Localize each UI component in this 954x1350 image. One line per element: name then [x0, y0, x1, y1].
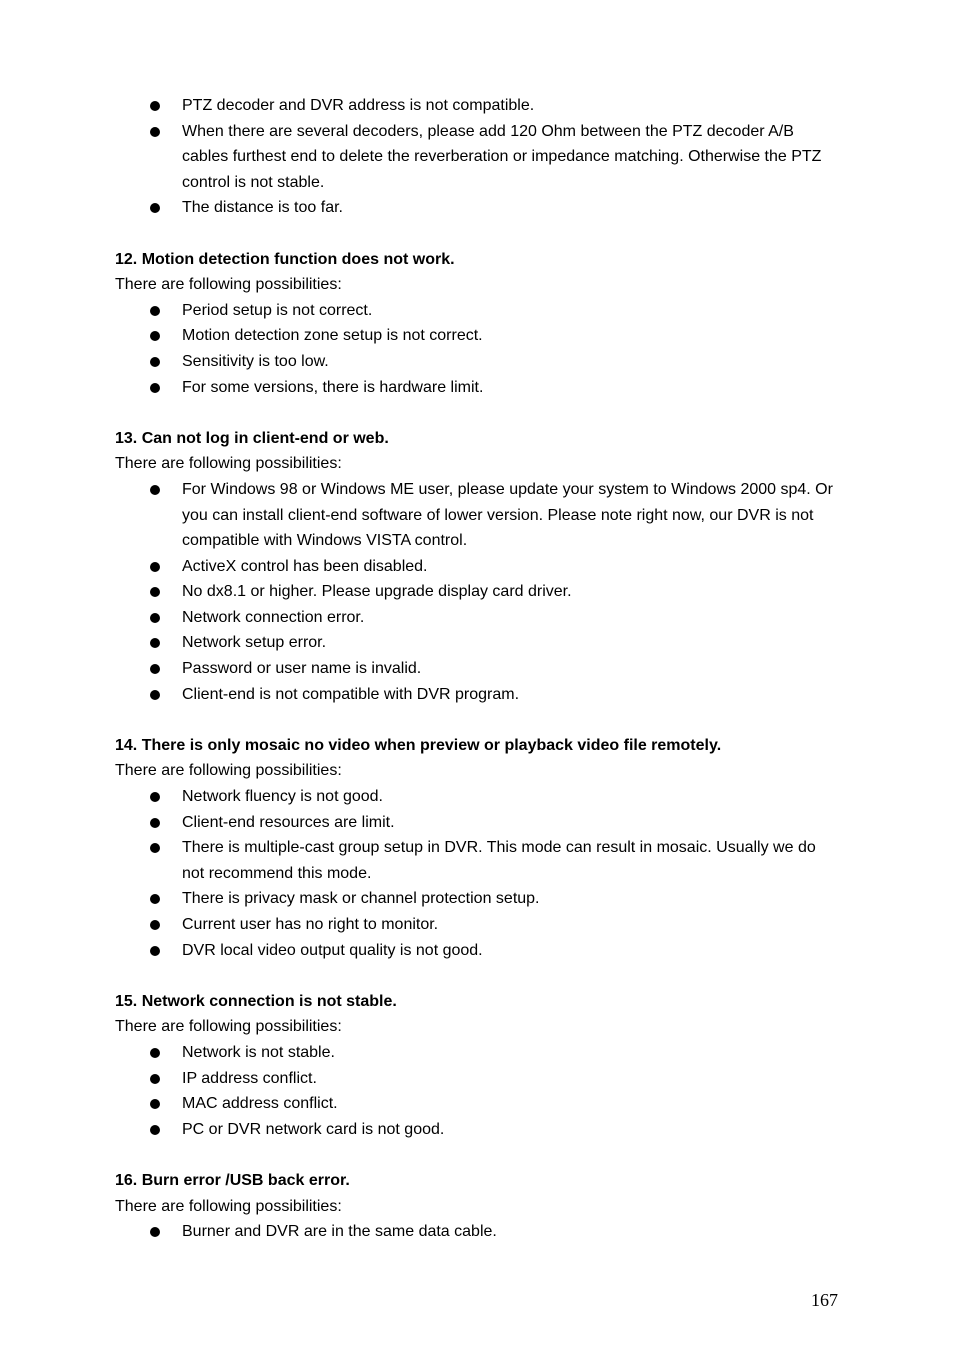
list-item-text: There is multiple-cast group setup in DVR. This mode can result in mosaic. Usually we do not recommend this mode.: [182, 839, 816, 882]
bullet-list: [115, 784, 835, 963]
bullet-icon: [150, 920, 160, 930]
bullet-icon: [150, 818, 160, 828]
bullet-icon: [150, 306, 160, 316]
section-heading: 14. There is only mosaic no video when preview or playback video file remotely.: [115, 736, 722, 754]
list-item-text: Burner and DVR are in the same data cable.: [182, 1223, 497, 1241]
list-item-text: Client-end resources are limit.: [182, 813, 395, 831]
list-item-text: Network is not stable.: [182, 1043, 335, 1061]
list-item: [115, 1219, 835, 1245]
section-motion-detection: [115, 247, 835, 401]
list-item: [115, 1040, 835, 1066]
bullet-list: [115, 1219, 835, 1245]
bullet-icon: [150, 1074, 160, 1084]
bullet-icon: [150, 383, 160, 393]
bullet-list: [115, 477, 835, 707]
bullet-icon: [150, 587, 160, 597]
list-item-text: Network setup error.: [182, 634, 327, 652]
bullet-icon: [150, 357, 160, 367]
list-item-text: Motion detection zone setup is not correct.: [182, 327, 483, 345]
list-item-text: Password or user name is invalid.: [182, 660, 422, 678]
list-item-text: Client-end is not compatible with DVR program.: [182, 685, 520, 703]
list-item: [115, 1091, 835, 1117]
bullet-icon: [150, 690, 160, 700]
list-item: [115, 1066, 835, 1092]
list-item: [115, 375, 835, 401]
page-content: [115, 93, 835, 1245]
bullet-icon: [150, 101, 160, 111]
list-item: [115, 477, 835, 554]
bullet-icon: [150, 203, 160, 213]
list-item-text: MAC address conflict.: [182, 1095, 338, 1113]
list-item: [115, 784, 835, 810]
bullet-icon: [150, 562, 160, 572]
bullet-icon: [150, 1125, 160, 1135]
list-item: [115, 835, 835, 886]
bullet-icon: [150, 843, 160, 853]
list-item: [115, 682, 835, 708]
bullet-icon: [150, 664, 160, 674]
list-item-text: PTZ decoder and DVR address is not compatible.: [182, 97, 535, 114]
list-item-text: ActiveX control has been disabled.: [182, 557, 428, 575]
bullet-icon: [150, 127, 160, 137]
list-item-text: IP address conflict.: [182, 1069, 317, 1087]
top-bullet-list: [115, 93, 835, 221]
section-mosaic: [115, 733, 835, 963]
list-item: [115, 554, 835, 580]
bullet-icon: [150, 1099, 160, 1109]
bullet-icon: [150, 485, 160, 495]
list-item: [115, 323, 835, 349]
list-item-text: Network connection error.: [182, 608, 365, 626]
list-item: [115, 630, 835, 656]
section-intro: There are following possibilities:: [115, 276, 342, 294]
list-item-text: PC or DVR network card is not good.: [182, 1120, 445, 1138]
list-item-text: The distance is too far.: [182, 199, 343, 217]
list-item-text: When there are several decoders, please add 120 Ohm between the PTZ decoder A/B cables furthest end to delete the reverberation or impedance matching. Otherwise the PTZ control is not stable.: [182, 122, 822, 191]
list-item: [115, 349, 835, 375]
bullet-icon: [150, 613, 160, 623]
bullet-icon: [150, 792, 160, 802]
list-item: [115, 93, 835, 119]
list-item: [115, 656, 835, 682]
list-item: [115, 938, 835, 964]
section-intro: There are following possibilities:: [115, 1018, 342, 1036]
list-item: [115, 810, 835, 836]
section-heading: 16. Burn error /USB back error.: [115, 1171, 350, 1189]
bullet-list: [115, 298, 835, 400]
list-item-text: No dx8.1 or higher. Please upgrade display card driver.: [182, 583, 572, 601]
section-heading: 12. Motion detection function does not work.: [115, 250, 455, 268]
section-burn-error: [115, 1168, 835, 1245]
list-item: [115, 886, 835, 912]
section-heading: 15. Network connection is not stable.: [115, 992, 397, 1010]
list-item-text: For Windows 98 or Windows ME user, please update your system to Windows 2000 sp4. Or you can install client-end software of lower version. Please note right now, our DVR is not compatible with Windows VISTA control.: [182, 480, 833, 550]
bullet-icon: [150, 1048, 160, 1058]
list-item-text: Period setup is not correct.: [182, 301, 373, 319]
section-intro: There are following possibilities:: [115, 455, 342, 473]
bullet-icon: [150, 894, 160, 904]
list-item-text: Sensitivity is too low.: [182, 352, 329, 370]
list-item: [115, 298, 835, 324]
list-item: [115, 119, 835, 196]
bullet-icon: [150, 638, 160, 648]
section-login: [115, 426, 835, 708]
list-item-text: For some versions, there is hardware limit.: [182, 378, 484, 396]
page-number: 167: [811, 1290, 838, 1310]
list-item-text: Network fluency is not good.: [182, 788, 383, 806]
list-item: [115, 1117, 835, 1143]
bullet-icon: [150, 1227, 160, 1237]
list-item-text: DVR local video output quality is not good.: [182, 941, 483, 959]
section-intro: There are following possibilities:: [115, 762, 342, 780]
bullet-icon: [150, 331, 160, 341]
list-item-text: Current user has no right to monitor.: [182, 916, 439, 933]
list-item: [115, 579, 835, 605]
section-heading: 13. Can not log in client-end or web.: [115, 429, 389, 447]
bullet-list: [115, 1040, 835, 1142]
list-item: [115, 195, 835, 221]
list-item-text: There is privacy mask or channel protection setup.: [182, 890, 540, 908]
list-item: [115, 605, 835, 631]
section-intro: There are following possibilities:: [115, 1197, 342, 1215]
bullet-icon: [150, 946, 160, 956]
list-item: [115, 912, 835, 938]
section-network-stability: [115, 989, 835, 1143]
